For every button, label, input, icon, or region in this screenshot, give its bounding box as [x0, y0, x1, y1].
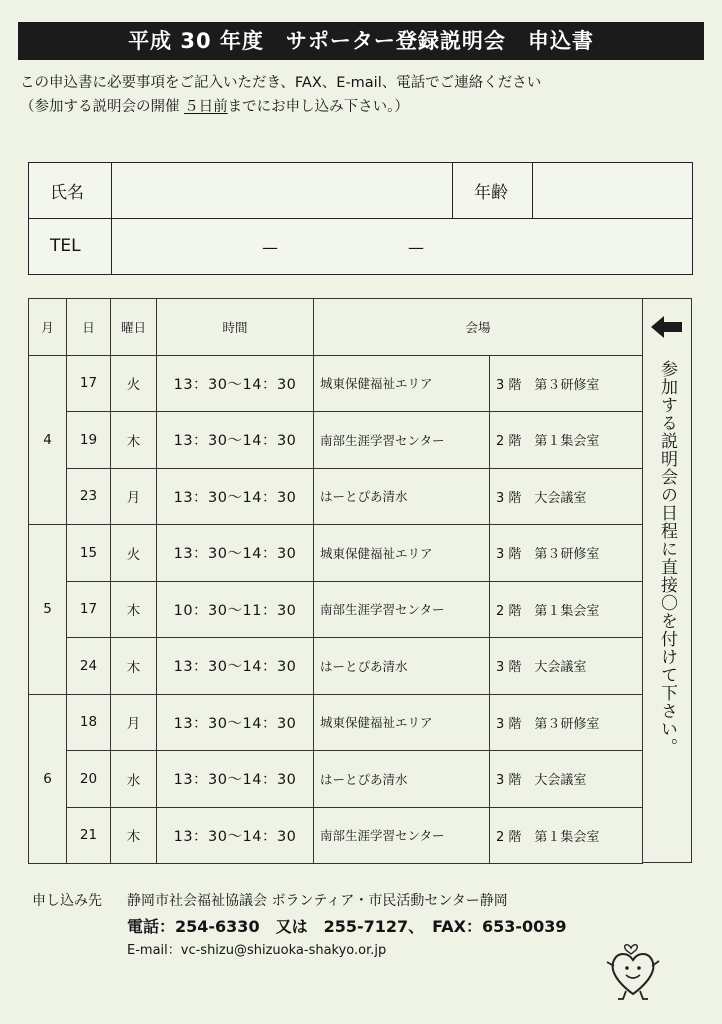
weekday-cell: 木 — [111, 581, 157, 638]
room-cell: 2 階 第１集会室 — [490, 581, 643, 638]
room-cell: 2 階 第１集会室 — [490, 807, 643, 864]
applicant-divider — [452, 162, 453, 218]
weekday-cell: 月 — [111, 468, 157, 525]
time-cell: 13：30〜14：30 — [157, 525, 314, 582]
day-cell: 17 — [67, 355, 111, 412]
tel-separator: — — [262, 238, 278, 257]
instruction-text: （参加する説明会の開催 — [20, 99, 185, 115]
room-cell: 3 階 第３研修室 — [490, 694, 643, 751]
session-row[interactable] — [29, 355, 643, 412]
room-cell: 2 階 第１集会室 — [490, 412, 643, 469]
facility-cell: 城東保健福祉エリア — [314, 355, 490, 412]
header-venue: 会場 — [314, 299, 643, 356]
name-field[interactable] — [112, 163, 452, 218]
age-field[interactable] — [533, 163, 692, 218]
session-row[interactable] — [29, 412, 643, 469]
day-cell: 23 — [67, 468, 111, 525]
room-cell: 3 階 大会議室 — [490, 638, 643, 695]
day-cell: 19 — [67, 412, 111, 469]
time-cell: 13：30〜14：30 — [157, 751, 314, 808]
header-month: 月 — [29, 299, 67, 356]
session-row[interactable] — [29, 468, 643, 525]
contact-organization: 静岡市社会福祉協議会 ボランティア・市民活動センター静岡 — [127, 893, 508, 909]
day-cell: 21 — [67, 807, 111, 864]
tel-label: TEL — [50, 236, 81, 256]
weekday-cell: 木 — [111, 412, 157, 469]
weekday-cell: 水 — [111, 751, 157, 808]
room-cell: 3 階 大会議室 — [490, 468, 643, 525]
header-time: 時間 — [157, 299, 314, 356]
facility-cell: 南部生涯学習センター — [314, 581, 490, 638]
time-cell: 10：30〜11：30 — [157, 581, 314, 638]
month-cell: 6 — [29, 694, 67, 864]
deadline-emphasis: ５日前 — [184, 99, 228, 115]
vertical-instruction: 参加する説明会の日程に直接〇を付けて下さい。 — [657, 360, 677, 756]
schedule-table — [28, 298, 643, 864]
name-label: 氏名 — [50, 183, 84, 203]
session-row[interactable] — [29, 751, 643, 808]
facility-cell: はーとぴあ清水 — [314, 468, 490, 525]
day-cell: 18 — [67, 694, 111, 751]
tel-separator: — — [408, 238, 424, 257]
session-row[interactable] — [29, 694, 643, 751]
session-row[interactable] — [29, 638, 643, 695]
day-cell: 15 — [67, 525, 111, 582]
facility-cell: はーとぴあ清水 — [314, 751, 490, 808]
weekday-cell: 火 — [111, 355, 157, 412]
instruction-line-2 — [20, 95, 409, 116]
session-row[interactable] — [29, 581, 643, 638]
weekday-cell: 火 — [111, 525, 157, 582]
day-cell: 17 — [67, 581, 111, 638]
facility-cell: 城東保健福祉エリア — [314, 525, 490, 582]
day-cell: 20 — [67, 751, 111, 808]
session-row[interactable] — [29, 525, 643, 582]
time-cell: 13：30〜14：30 — [157, 694, 314, 751]
facility-cell: はーとぴあ清水 — [314, 638, 490, 695]
month-cell: 5 — [29, 525, 67, 695]
month-cell: 4 — [29, 355, 67, 525]
time-cell: 13：30〜14：30 — [157, 468, 314, 525]
time-cell: 13：30〜14：30 — [157, 807, 314, 864]
heart-mascot-icon — [604, 936, 662, 1002]
weekday-cell: 木 — [111, 807, 157, 864]
header-day: 日 — [67, 299, 111, 356]
facility-cell: 南部生涯学習センター — [314, 807, 490, 864]
contact-email[interactable]: E-mail：vc-shizu@shizuoka-shakyo.or.jp — [127, 943, 387, 958]
time-cell: 13：30〜14：30 — [157, 412, 314, 469]
header-weekday: 曜日 — [111, 299, 157, 356]
facility-cell: 南部生涯学習センター — [314, 412, 490, 469]
session-row[interactable] — [29, 807, 643, 864]
weekday-cell: 木 — [111, 638, 157, 695]
room-cell: 3 階 大会議室 — [490, 751, 643, 808]
room-cell: 3 階 第３研修室 — [490, 525, 643, 582]
schedule-header-row — [29, 299, 643, 356]
weekday-cell: 月 — [111, 694, 157, 751]
time-cell: 13：30〜14：30 — [157, 355, 314, 412]
day-cell: 24 — [67, 638, 111, 695]
tel-field[interactable] — [112, 219, 692, 274]
age-label: 年齢 — [474, 183, 508, 203]
page-title: 平成 30 年度 サポーター登録説明会 申込書 — [18, 22, 704, 60]
contact-phone-fax: 電話：254-6330 又は 255-7127、 FAX：653-0039 — [127, 917, 567, 936]
left-arrow-icon — [651, 316, 683, 338]
room-cell: 3 階 第３研修室 — [490, 355, 643, 412]
facility-cell: 城東保健福祉エリア — [314, 694, 490, 751]
instruction-text: までにお申し込み下さい。） — [227, 99, 409, 115]
time-cell: 13：30〜14：30 — [157, 638, 314, 695]
instruction-line-1: この申込書に必要事項をご記入いただき、FAX、E-mail、電話でご連絡ください — [20, 75, 542, 91]
contact-label: 申し込み先 — [32, 893, 102, 909]
